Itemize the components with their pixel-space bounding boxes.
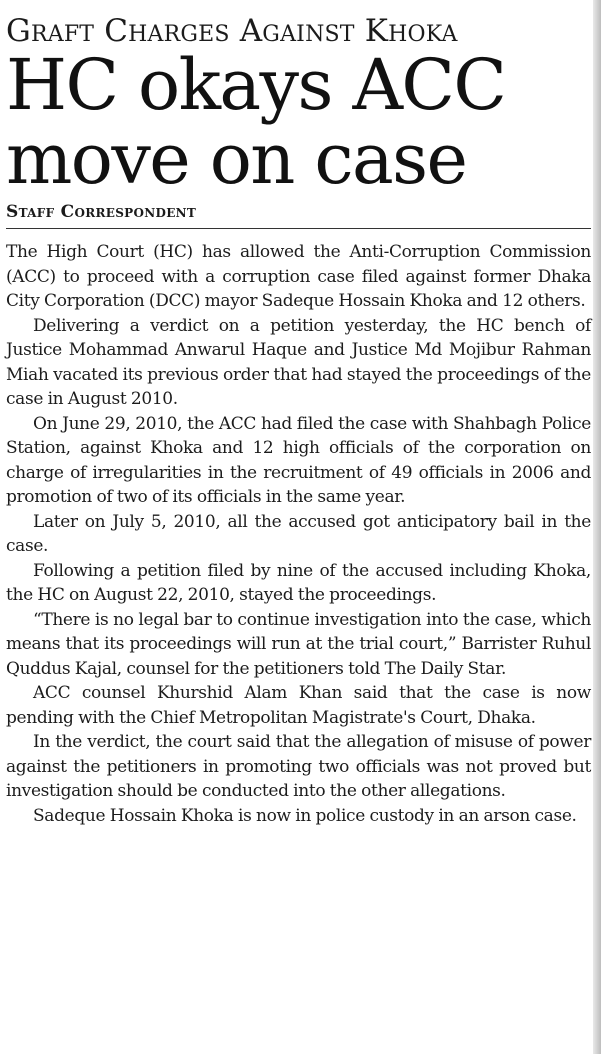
paragraph-5: Following a petition filed by nine of the accused including Khoka, the HC on August 22, 2010, stayed the proceedings.: [6, 560, 591, 605]
headline-line-1: HC okays ACC: [6, 44, 506, 126]
paragraph-1: The High Court (HC) has allowed the Anti-Corruption Commission (ACC) to proceed with a corruption case filed against former Dhaka City Corporation (DCC) mayor Sadeque Hossain Khoka and 12 others.: [6, 242, 591, 311]
headline-line-2: move on case: [6, 118, 467, 200]
paragraph-6: “There is no legal bar to continue investigation into the case, which means that its proceedings will run at the trial court,” Barrister Ruhul Quddus Kajal, counsel for the petitioners told The Daily Star.: [6, 609, 591, 679]
clipping-edge-shadow: [593, 0, 601, 1054]
byline: Staff Correspondent: [6, 202, 591, 229]
paragraph-7: ACC counsel Khurshid Alam Khan said that the case is now pending with the Chief Metropolitan Magistrate's Court, Dhaka.: [6, 683, 591, 728]
paragraph-8: In the verdict, the court said that the allegation of misuse of power against the petitioners in promoting two officials was not proved but investigation should be conducted into the other allegations.: [6, 732, 591, 801]
paragraph-2: Delivering a verdict on a petition yesterday, the HC bench of Justice Mohammad Anwarul Haque and Justice Md Mojibur Rahman Miah vacated its previous order that had stayed the proceedings of the case in August 2010.: [6, 315, 591, 409]
headline: [6, 44, 591, 200]
paragraph-4: Later on July 5, 2010, all the accused got anticipatory bail in the case.: [6, 511, 591, 556]
article-body: [6, 240, 591, 828]
kicker-heading: Graft Charges Against Khoka: [6, 13, 458, 49]
paragraph-9: Sadeque Hossain Khoka is now in police custody in an arson case.: [33, 805, 577, 826]
paragraph-3: On June 29, 2010, the ACC had filed the case with Shahbagh Police Station, against Khoka and 12 high officials of the corporation on charge of irregularities in the recruitment of 49 officials in 2006 and promotion of two of its officials in the same year.: [6, 413, 591, 507]
